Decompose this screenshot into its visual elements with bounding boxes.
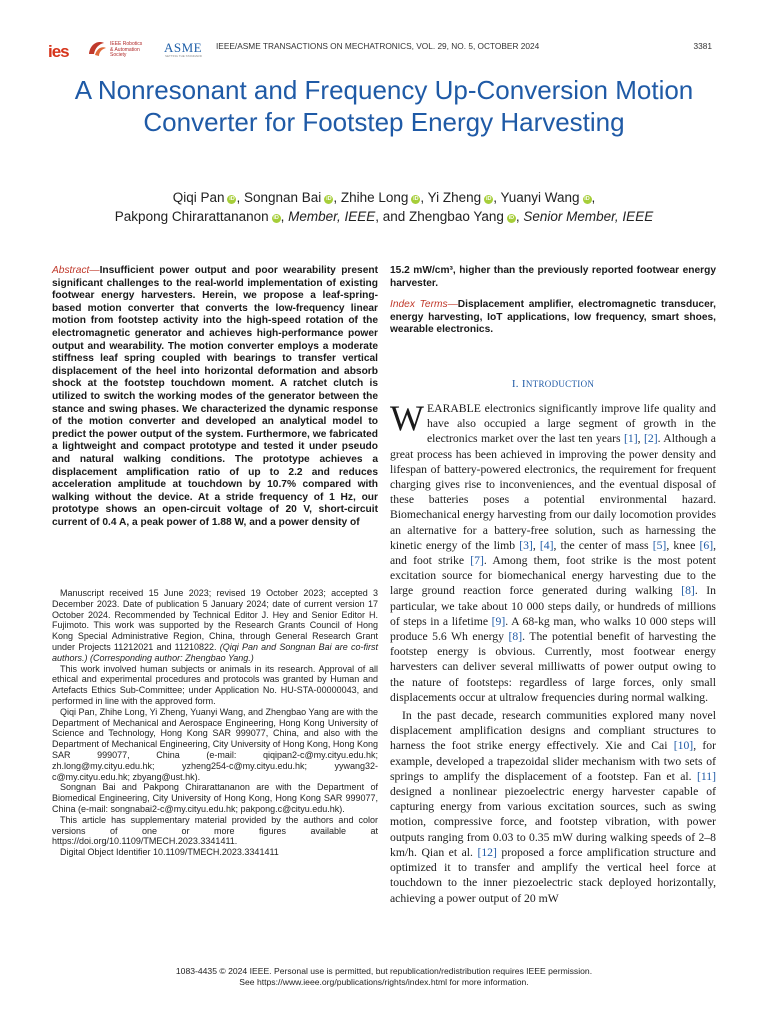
citation-link[interactable]: [3] (519, 538, 533, 552)
copyright-footer: 1083-4435 © 2024 IEEE. Personal use is permitted, but republication/redistribution requires IEEE permission. See https://www.ieee.org/publications/rights/index.html for more information. (175, 966, 593, 987)
citation-link[interactable]: [6] (699, 538, 714, 552)
author-name: Songnan Bai (243, 190, 322, 205)
author-name: Yuanyi Wang (500, 190, 580, 205)
ras-logo-text: IEEE Robotics & Automation Society (110, 41, 143, 58)
paragraph: WEARABLE electronics significantly improve life quality and have also occupied a large segment of growth in the electronics market over the last ten years [1], [2]. Although a great process has been achieved in improving the power density and lifespan of battery-powered electronics, the requirement for frequent charging gives rise to inconveniences, and the eventual disposal of these batteries poses a potential environmental hazard. Biomechanical energy harvesting from our daily locomotion provides an alternative for a battery-free solution, such as harnessing the kinetic energy of the limb [3], [4], the center of mass [5], knee [6], and foot strike [7]. Among them, foot strike is the most potent excitation source for biomechanical energy harvesting due to the large ground reaction force generated during walking [8]. In particular, we take about 10 000 steps daily, or hundreds of millions of steps in a lifetime [9]. A 68-kg man, who walks 10 000 steps will produce 5.6 Wh energy [8]. The potential benefit of harvesting the footstep energy is obvious. Currently, most footwear energy harvesters can deliver several milliwatts of power output owing to the nature of footsteps: regardless of large forces, only small displacements occur at ultralow frequencies during normal walking. (390, 398, 717, 704)
orcid-icon[interactable]: iD (413, 196, 419, 202)
ras-logo-icon (86, 38, 108, 58)
orcid-icon[interactable]: iD (584, 196, 590, 202)
doi-note: Digital Object Identifier 10.1109/TMECH.2023.3341411 (60, 847, 279, 858)
section-heading: I. INTRODUCTION (511, 378, 595, 390)
citation-link[interactable]: [8] (508, 630, 523, 644)
abstract-continuation: 15.2 mW/cm³, higher than the previously reported footwear energy harvester. Index Terms—Displacement amplifier, electromagnetic transducer, energy harvesting, IoT applications, low frequency, smart shoes, wearable electronics. (390, 265, 716, 336)
orcid-icon[interactable]: iD (485, 196, 492, 202)
orcid-icon[interactable]: iD (508, 215, 515, 221)
citation-link[interactable]: [7] (470, 554, 484, 568)
asme-logo: ASME (164, 40, 203, 55)
citation-link[interactable]: [4] (539, 538, 554, 552)
paragraph: In the past decade, research communities explored many novel displacement amplification designs and compliant structures to harness the foot strike energy effectively. Xie and Cai [10], for example, developed a trapezoidal slider mechanism with two sets of springs to amplify the displacement of a footstep. Fan et al. [11] designed a nonlinear piezoelectric energy harvester capable of capturing energy from various excitation sources, such as swing motion, compressive force, and footstep vibration, with power outputs ranging from 0.03 to 0.35 mW during walking speeds of 2–8 km/h. Qian et al. [12] proposed a force amplification structure and optimized it to transfer and amplify the vertical heel force at touchdown to the inner piezoelectric stack deployed horizontally, achieving a power output of 20 mW (390, 709, 716, 905)
index-terms: Index Terms—Displacement amplifier, electromagnetic transducer, energy harvesting, IoT applications, low frequency, smart shoes, wearable electronics. (390, 299, 716, 336)
supplementary-note: This article has supplementary material provided by the authors and color versions of one or more figures available at https://doi.org/10.1109/TMECH.2023.3341411. (52, 814, 378, 847)
author-name: Qiqi Pan (172, 190, 225, 205)
and-text: and (382, 209, 406, 224)
paper-title: A Nonresonant and Frequency Up-Conversion Motion Converter for Footstep Energy Harvesting (74, 75, 694, 137)
journal-citation: IEEE/ASME TRANSACTIONS ON MECHATRONICS, VOL. 29, NO. 5, OCTOBER 2024 (216, 41, 540, 51)
orcid-icon[interactable]: iD (273, 215, 279, 221)
author-name: Zhihe Long (340, 190, 409, 205)
citation-link[interactable]: [11] (696, 769, 716, 783)
manuscript-note: Manuscript received 15 June 2023; revised 19 October 2023; accepted 3 December 2023. Date of publication 5 January 2024; date of current version 17 October 2024. Recommended by Technical Editor J. Hey and Senior Editor H. Fujimoto. This work was supported by the Research Grants Council of Hong Kong Special Administrative Region, China, through General Research Grant under Projects 11212021 and 11210822. (Qiqi Pan and Songnan Bai are co-first authors.) (Corresponding author: Zhengbao Yang.) (52, 588, 378, 663)
orcid-icon[interactable]: iD (229, 196, 235, 202)
orcid-icon[interactable]: iD (326, 196, 332, 202)
citation-link[interactable]: [8] (681, 584, 695, 598)
citation-link[interactable]: [5] (652, 538, 667, 552)
author-name: Pakpong Chirarattananon (114, 209, 269, 224)
affiliation-note: Songnan Bai and Pakpong Chirarattananon are with the Department of Biomedical Engineering, City University of Hong Kong, Hong Kong SAR 999077, China (e-mail: songnabai2-c@my.cityu.edu.hk; pakpong.c@cityu.edu.hk). (52, 782, 378, 814)
abstract-text: Insufficient power output and poor wearability present significant challenges to the real-world implementation of existing footwear energy harvesters. Herein, we propose a leaf-spring-based motion converter that converts the low-frequency linear motion from footstep activity into the high-speed rotation of the electromagnetic generator and achieves high-performance power output and wearability. The motion converter employs a moderate stiffness leaf spring coupled with bearings to transfer vertical displacement of the heel into horizontal deformation and absorb shock at the footstep touchdown moment. A ratchet clutch is utilized to switch the working modes of the generator between the stance and swing phases. We characterized the dynamic response of the motion converter and developed an analytical model to predict the power output of the system. Furthermore, we fabricated a lightweight and compact prototype and tested it under pseudo and natural walking conditions. The prototype achieves a displacement amplification ratio of up to 2.2 and reduces acceleration amplitude at touchdown by 10.7% compared with walking without the device. At a stride frequency of 1 Hz, our prototype shows an open-circuit voltage of 20 V, short-circuit current of 0.4 A, a peak power of 1.88 W, and a power density of (52, 265, 378, 528)
abstract-block (52, 265, 378, 529)
author-name: Zhengbao Yang (409, 209, 504, 224)
asme-logo-tagline: SETTING THE STANDARD (165, 54, 202, 58)
page-header (48, 36, 712, 62)
citation-link[interactable]: [9] (491, 614, 506, 628)
ies-logo: ies (48, 42, 69, 61)
introduction-body (390, 398, 717, 906)
citation-link[interactable]: [2] (643, 432, 658, 446)
author-name: Yi Zheng (427, 190, 482, 205)
citation-link[interactable]: [1] (624, 432, 638, 446)
page-number: 3381 (693, 41, 712, 51)
affiliation-note: Qiqi Pan, Zhihe Long, Yi Zheng, Yuanyi Wang, and Zhengbao Yang are with the Department of Mechanical and Aerospace Engineering, Hong Kong University of Science and Technology, Hong Kong SAR 999077, China, and also with the Department of Mechanical Engineering, City University of Hong Kong, Hong Kong SAR 999077, China (e-mail: qiqipan2-c@my.cityu.edu.hk; zh.long@my.cityu.edu.hk; yzheng254-c@my.cityu.edu.hk; yywang32-c@my.cityu.edu.hk; zbyang@ust.hk). (52, 706, 378, 782)
citation-link[interactable]: [12] (477, 845, 497, 859)
footnotes (52, 588, 378, 858)
drop-cap: W (390, 398, 424, 438)
author-list: Qiqi Pan iD , Songnan Bai iD , Zhihe Long iD , Yi Zheng iD , Yuanyi Wang iD , Pakpong Chirarattananon iD , Member, IEEE, and Zhengbao Yang iD , Senior Member, IEEE (114, 190, 654, 224)
ethics-note: This work involved human subjects or animals in its research. Approval of all ethical and experimental procedures and protocols was granted by Human and Artefacts Ethics Sub-Committee; under Application No. HU-STA-00000043, and performed in line with the approved form. (52, 663, 378, 706)
member-grade: Member, IEEE (288, 209, 376, 224)
citation-link[interactable]: [10] (673, 739, 694, 753)
member-grade: Senior Member, IEEE (523, 209, 654, 224)
abstract-label: Abstract— (52, 265, 100, 276)
